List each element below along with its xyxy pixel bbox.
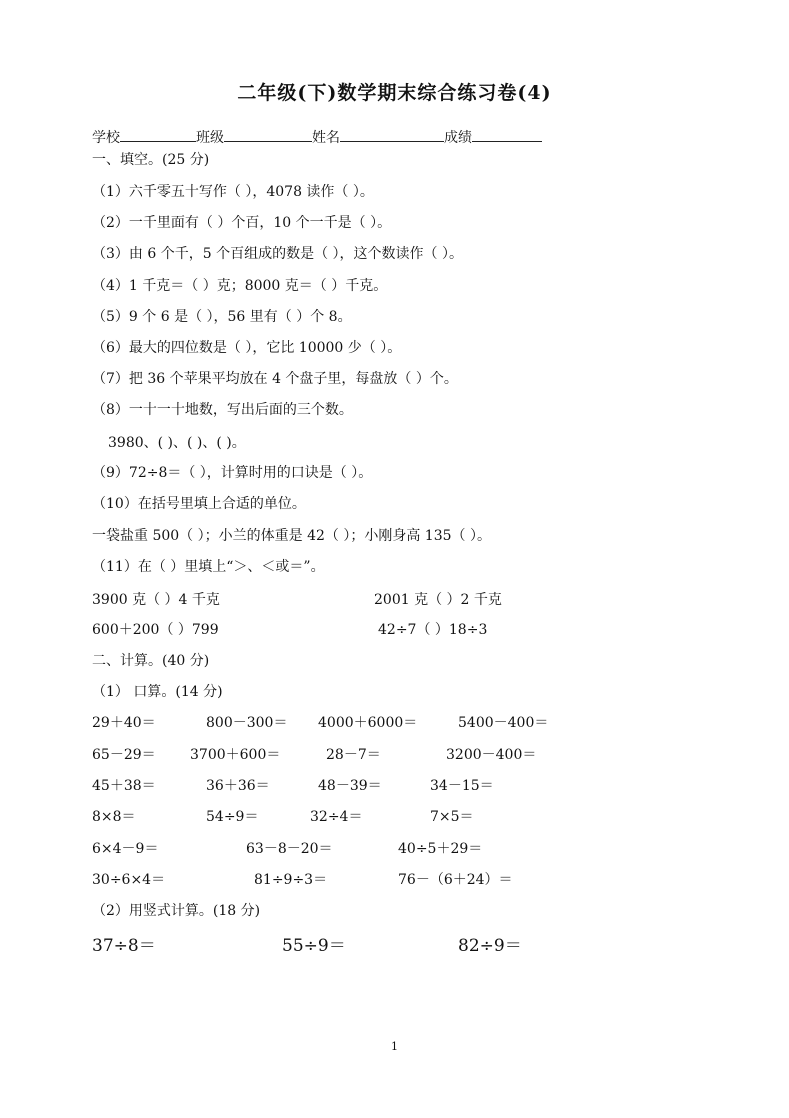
oral-item: 5400－400＝ [458,715,549,731]
question-10-line: 一袋盐重 500（ ）；小兰的体重是 42（ ）；小刚身高 135（ ）。 [92,528,491,544]
oral-item: 7×5＝ [430,809,474,825]
oral-item: 63－8－20＝ [246,841,333,857]
name-label: 姓名 [312,130,340,146]
question-6: （6）最大的四位数是（ ），它比 10000 少（ ）。 [92,340,402,356]
section1-heading: 一、填空。(25 分) [92,152,210,168]
score-blank[interactable] [472,127,542,142]
oral-item: 28－7＝ [326,747,381,763]
oral-item: 48－39＝ [318,778,382,794]
score-label: 成绩 [444,130,472,146]
oral-item: 4000＋6000＝ [318,715,418,731]
oral-item: 65－29＝ [92,747,156,763]
oral-item: 45＋38＝ [92,778,156,794]
question-5: （5）9 个 6 是（ ），56 里有（ ）个 8。 [92,309,352,325]
oral-item: 76－（6＋24）＝ [398,872,513,888]
question-11: （11）在（ ）里填上“＞、＜或＝”。 [92,559,325,575]
oral-item: 6×4－9＝ [92,841,159,857]
oral-item: 32÷4＝ [310,809,363,825]
compare-1: 3900 克（ ）4 千克 [92,592,220,608]
class-blank[interactable] [224,127,312,142]
oral-item: 40÷5＋29＝ [398,841,483,857]
oral-item: 34－15＝ [430,778,494,794]
oral-calc-heading: （1） 口算。(14 分) [92,684,223,700]
section2-heading: 二、计算。(40 分) [92,653,210,669]
question-8: （8）一十一十地数，写出后面的三个数。 [92,402,353,418]
oral-item: 30÷6×4＝ [92,872,166,888]
oral-item: 800－300＝ [206,715,288,731]
question-4: （4）1 千克＝（ ）克；8000 克＝（ ）千克。 [92,278,388,294]
page-number: 1 [391,1040,398,1053]
question-10: （10）在括号里填上合适的单位。 [92,496,306,512]
class-label: 班级 [196,130,224,146]
compare-2: 2001 克（ ）2 千克 [374,592,502,608]
question-9: （9）72÷8＝（ ），计算时用的口诀是（ ）。 [92,465,373,481]
vertical-calc-heading: （2）用竖式计算。(18 分) [92,903,261,919]
compare-3: 600＋200（ ）799 [92,622,219,638]
vertical-item: 37÷8＝ [92,936,156,956]
question-1: （1）六千零五十写作（ ），4078 读作（ ）。 [92,184,374,200]
question-7: （7）把 36 个苹果平均放在 4 个盘子里，每盘放（ ）个。 [92,371,458,387]
oral-item: 54÷9＝ [206,809,259,825]
name-blank[interactable] [340,127,444,142]
vertical-item: 55÷9＝ [282,936,346,956]
oral-item: 3200－400＝ [446,747,537,763]
question-8-answer-line: 3980、( )、( )、( )。 [108,435,246,451]
question-2: （2）一千里面有（ ）个百，10 个一千是（ ）。 [92,215,392,231]
vertical-item: 82÷9＝ [458,936,522,956]
page-title: 二年级(下)数学期末综合练习卷(4) [237,82,552,104]
school-blank[interactable] [120,127,196,142]
oral-item: 8×8＝ [92,809,136,825]
student-info-line [92,127,542,147]
school-label: 学校 [92,130,120,146]
oral-item: 3700＋600＝ [190,747,281,763]
compare-4: 42÷7（ ）18÷3 [378,622,488,638]
question-3: （3）由 6 个千，5 个百组成的数是（ ），这个数读作（ ）。 [92,246,463,262]
oral-item: 29＋40＝ [92,715,156,731]
oral-item: 36＋36＝ [206,778,270,794]
oral-item: 81÷9÷3＝ [254,872,328,888]
